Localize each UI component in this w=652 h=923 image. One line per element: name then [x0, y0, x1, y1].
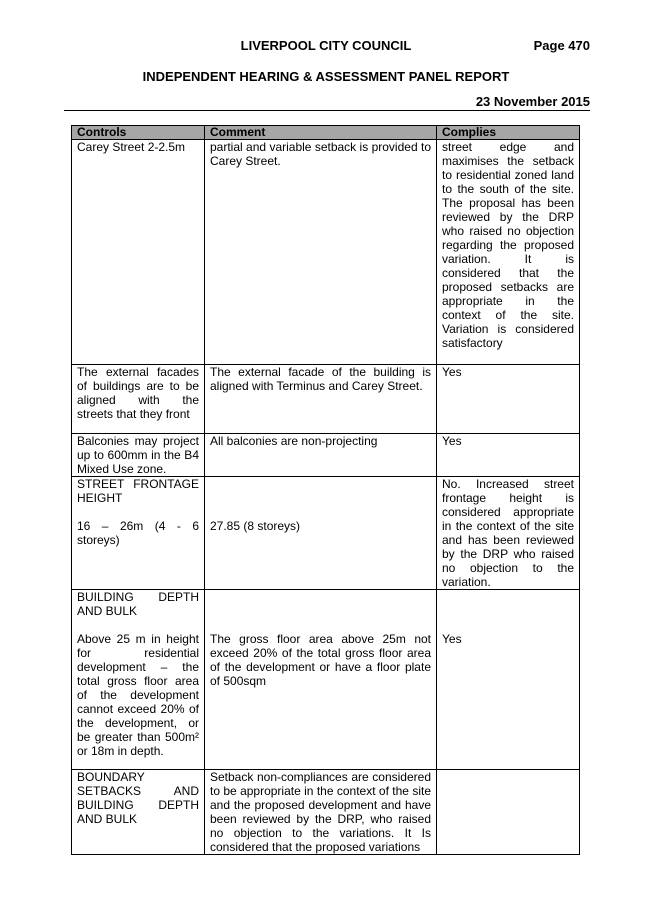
comment-cell: All balconies are non-projecting: [205, 434, 437, 477]
column-header-comment: Comment: [205, 126, 437, 140]
control-heading: STREET FRONTAGE HEIGHT: [77, 477, 199, 505]
table-row: [72, 434, 580, 477]
complies-cell: street edge and maximises the setback to residential zoned land to the south of the site. The proposal has been reviewed by the DRP who raised no objection regarding the proposed variation. It is considered that the proposed setbacks are appropriate in the context of the site. Variation is considered satisfactory: [437, 140, 580, 365]
control-cell: The external facades of buildings are to be aligned with the streets that they front: [72, 365, 205, 434]
control-cell: Balconies may project up to 600mm in the B4 Mixed Use zone.: [72, 434, 205, 477]
complies-cell: Yes: [437, 365, 580, 434]
table-header-row: [72, 126, 580, 140]
column-header-complies: Complies: [437, 126, 580, 140]
comment-cell: partial and variable setback is provided to Carey Street.: [205, 140, 437, 365]
control-cell: Carey Street 2-2.5m: [72, 140, 205, 365]
complies-cell: [437, 770, 580, 855]
table-row: [72, 770, 580, 855]
comment-cell: The external facade of the building is aligned with Terminus and Carey Street.: [205, 365, 437, 434]
control-cell: STREET FRONTAGE HEIGHT 16 – 26m (4 - 6 storeys): [72, 477, 205, 590]
complies-cell: Yes: [437, 434, 580, 477]
control-heading: BUILDING DEPTH AND BULK: [77, 590, 199, 618]
report-date: 23 November 2015: [475, 94, 590, 109]
complies-cell: No. Increased street frontage height is considered appropriate in the context of the site and has been reviewed by the DRP who raised no objection to the variation.: [437, 477, 580, 590]
report-title: INDEPENDENT HEARING & ASSESSMENT PANEL REPORT: [142, 69, 510, 84]
table-row: [72, 365, 580, 434]
controls-table: [71, 125, 580, 855]
comment-cell: 27.85 (8 storeys): [205, 477, 437, 590]
control-cell: BOUNDARY SETBACKS AND BUILDING DEPTH AND BULK: [72, 770, 205, 855]
table-row: [72, 477, 580, 590]
page-number: Page 470: [533, 38, 590, 53]
table-row: [72, 590, 580, 770]
control-cell: BUILDING DEPTH AND BULK Above 25 m in height for residential development – the total gross floor area of the development cannot exceed 20% of the development, or be greater than 500m² or 18m in depth.: [72, 590, 205, 770]
comment-cell: The gross floor area above 25m not exceed 20% of the total gross floor area of the development or have a floor plate of 500sqm: [205, 590, 437, 770]
comment-cell: Setback non-compliances are considered to be appropriate in the context of the site and the proposed development and have been reviewed by the DRP, who raised no objection to the variations. It Is considered that the proposed variations: [205, 770, 437, 855]
complies-cell: Yes: [437, 590, 580, 770]
council-name: LIVERPOOL CITY COUNCIL: [240, 38, 412, 53]
column-header-controls: Controls: [72, 126, 205, 140]
header-divider: [64, 110, 590, 111]
table-row: [72, 140, 580, 365]
